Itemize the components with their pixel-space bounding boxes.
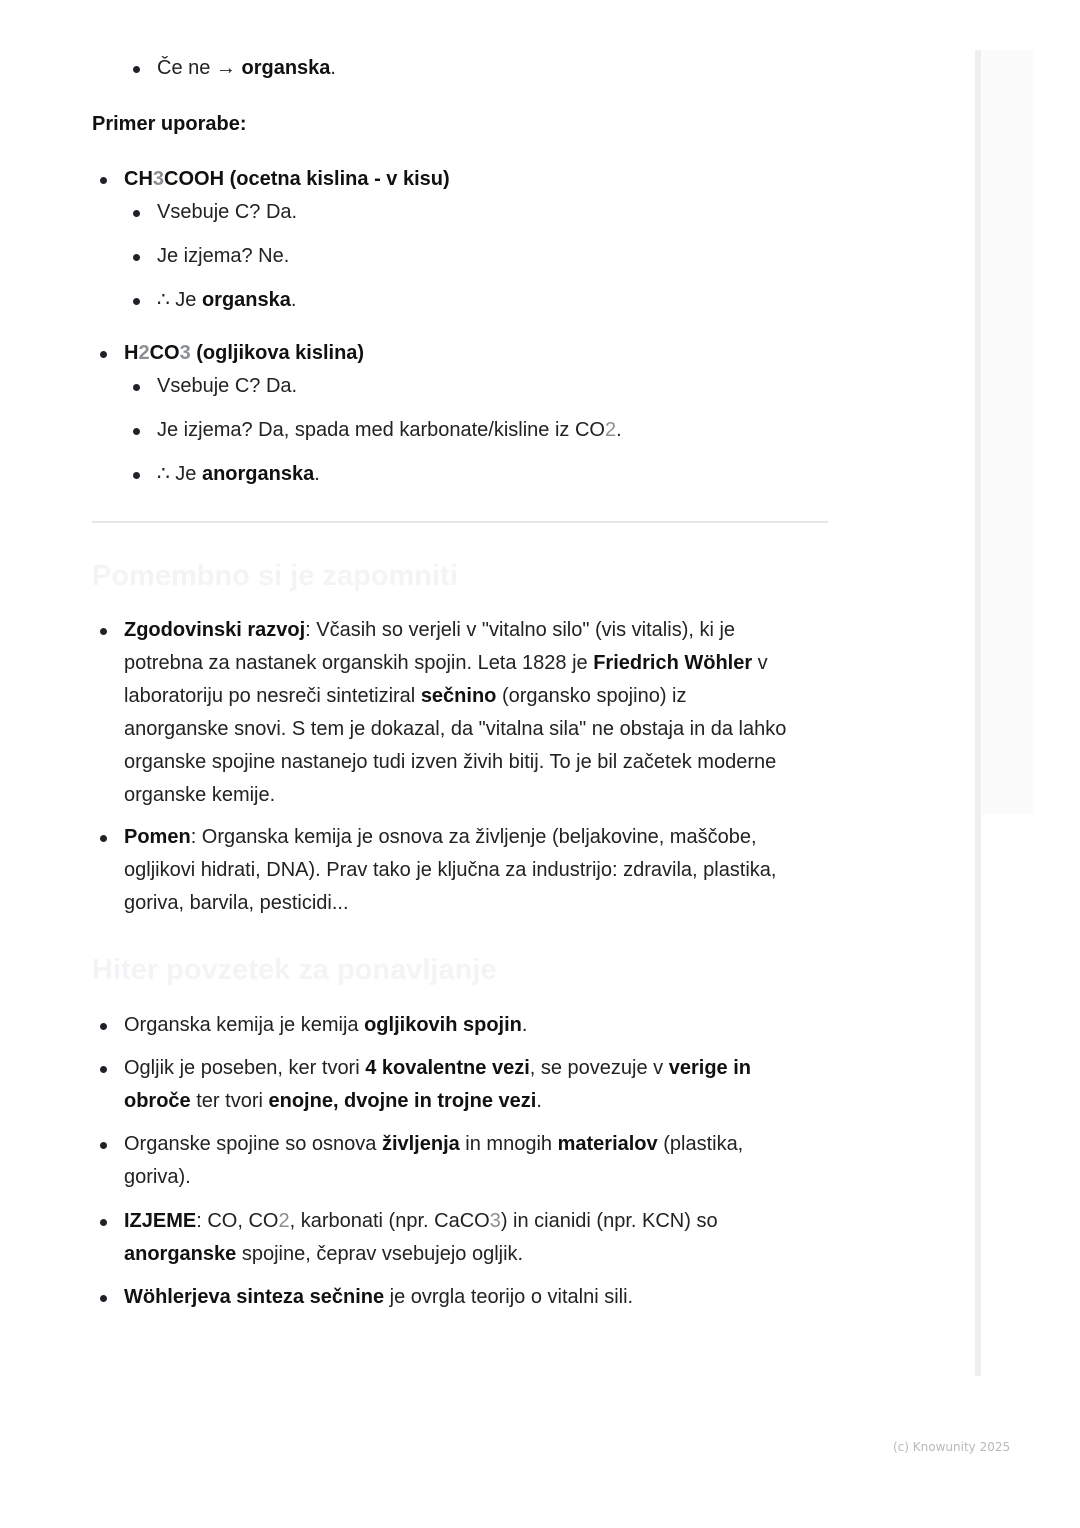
summary-item: Wöhlerjeva sinteza sečnine je ovrgla teorijo o vitalni sili. <box>124 1286 634 1308</box>
history-paragraph-line: Zgodovinski razvoj: Včasih so verjeli v "vitalno silo" (vis vitalis), ki je <box>124 619 736 641</box>
section-heading: Pomembno si je zapomniti <box>92 560 458 592</box>
history-paragraph-line: anorganske snovi. S tem je dokazal, da "vitalna sila" ne obstaja in da lahko <box>124 718 787 740</box>
example1-formula: CH3COOH (ocetna kislina - v kisu) <box>124 168 450 190</box>
section-divider <box>92 521 828 523</box>
summary-item: Ogljik je poseben, ker tvori 4 kovalentne vezi, se povezuje v verige in <box>124 1057 751 1079</box>
pomen-paragraph-line: goriva, barvila, pesticidi... <box>124 892 349 914</box>
bullet-dot <box>133 428 140 435</box>
example1-item: ∴ Je organska. <box>157 289 297 311</box>
bullet-dot <box>100 1066 107 1073</box>
bullet-dot <box>133 66 140 73</box>
history-paragraph-line: laboratoriju po nesreči sintetiziral sečnino (organsko spojino) iz <box>124 685 687 707</box>
summary-item: goriva). <box>124 1166 191 1188</box>
section-heading: Hiter povzetek za ponavljanje <box>92 954 497 986</box>
side-panel-edge <box>975 50 981 1376</box>
copyright-footer: (c) Knowunity 2025 <box>893 1440 1011 1454</box>
bullet-dot <box>133 254 140 261</box>
bullet-dot <box>100 835 107 842</box>
bullet-dot <box>100 628 107 635</box>
side-panel <box>975 50 1033 815</box>
example2-item: Je izjema? Da, spada med karbonate/kisline iz CO2. <box>157 419 622 441</box>
summary-item: anorganske spojine, čeprav vsebujejo ogljik. <box>124 1243 524 1265</box>
example-heading: Primer uporabe: <box>92 113 247 135</box>
history-paragraph-line: potrebna za nastanek organskih spojin. Leta 1828 je Friedrich Wöhler v <box>124 652 768 674</box>
conclusion-line: Če ne → organska. <box>157 57 336 79</box>
bullet-dot <box>100 1142 107 1149</box>
example1-item: Vsebuje C? Da. <box>157 201 298 223</box>
bullet-dot <box>100 1023 107 1030</box>
pomen-paragraph-line: ogljikovi hidrati, DNA). Prav tako je ključna za industrijo: zdravila, plastika, <box>124 859 777 881</box>
summary-item: IZJEME: CO, CO2, karbonati (npr. CaCO3) in cianidi (npr. KCN) so <box>124 1210 718 1232</box>
summary-item: obroče ter tvori enojne, dvojne in trojne vezi. <box>124 1090 542 1112</box>
summary-item: Organske spojine so osnova življenja in mnogih materialov (plastika, <box>124 1133 744 1155</box>
bullet-dot <box>100 177 107 184</box>
example1-item: Je izjema? Ne. <box>157 245 290 267</box>
bullet-dot <box>133 384 140 391</box>
bullet-dot <box>133 210 140 217</box>
bullet-dot <box>133 472 140 479</box>
bullet-dot <box>100 1295 107 1302</box>
example2-formula: H2CO3 (ogljikova kislina) <box>124 342 365 364</box>
bullet-dot <box>100 351 107 358</box>
summary-item: Organska kemija je kemija ogljikovih spojin. <box>124 1014 528 1036</box>
example2-item: Vsebuje C? Da. <box>157 375 298 397</box>
bullet-dot <box>100 1219 107 1226</box>
history-paragraph-line: organske kemije. <box>124 784 276 806</box>
history-paragraph-line: organske spojine nastanejo tudi izven živih bitij. To je bil začetek moderne <box>124 751 777 773</box>
example2-item: ∴ Je anorganska. <box>157 463 320 485</box>
pomen-paragraph-line: Pomen: Organska kemija je osnova za življenje (beljakovine, maščobe, <box>124 826 757 848</box>
bullet-dot <box>133 298 140 305</box>
